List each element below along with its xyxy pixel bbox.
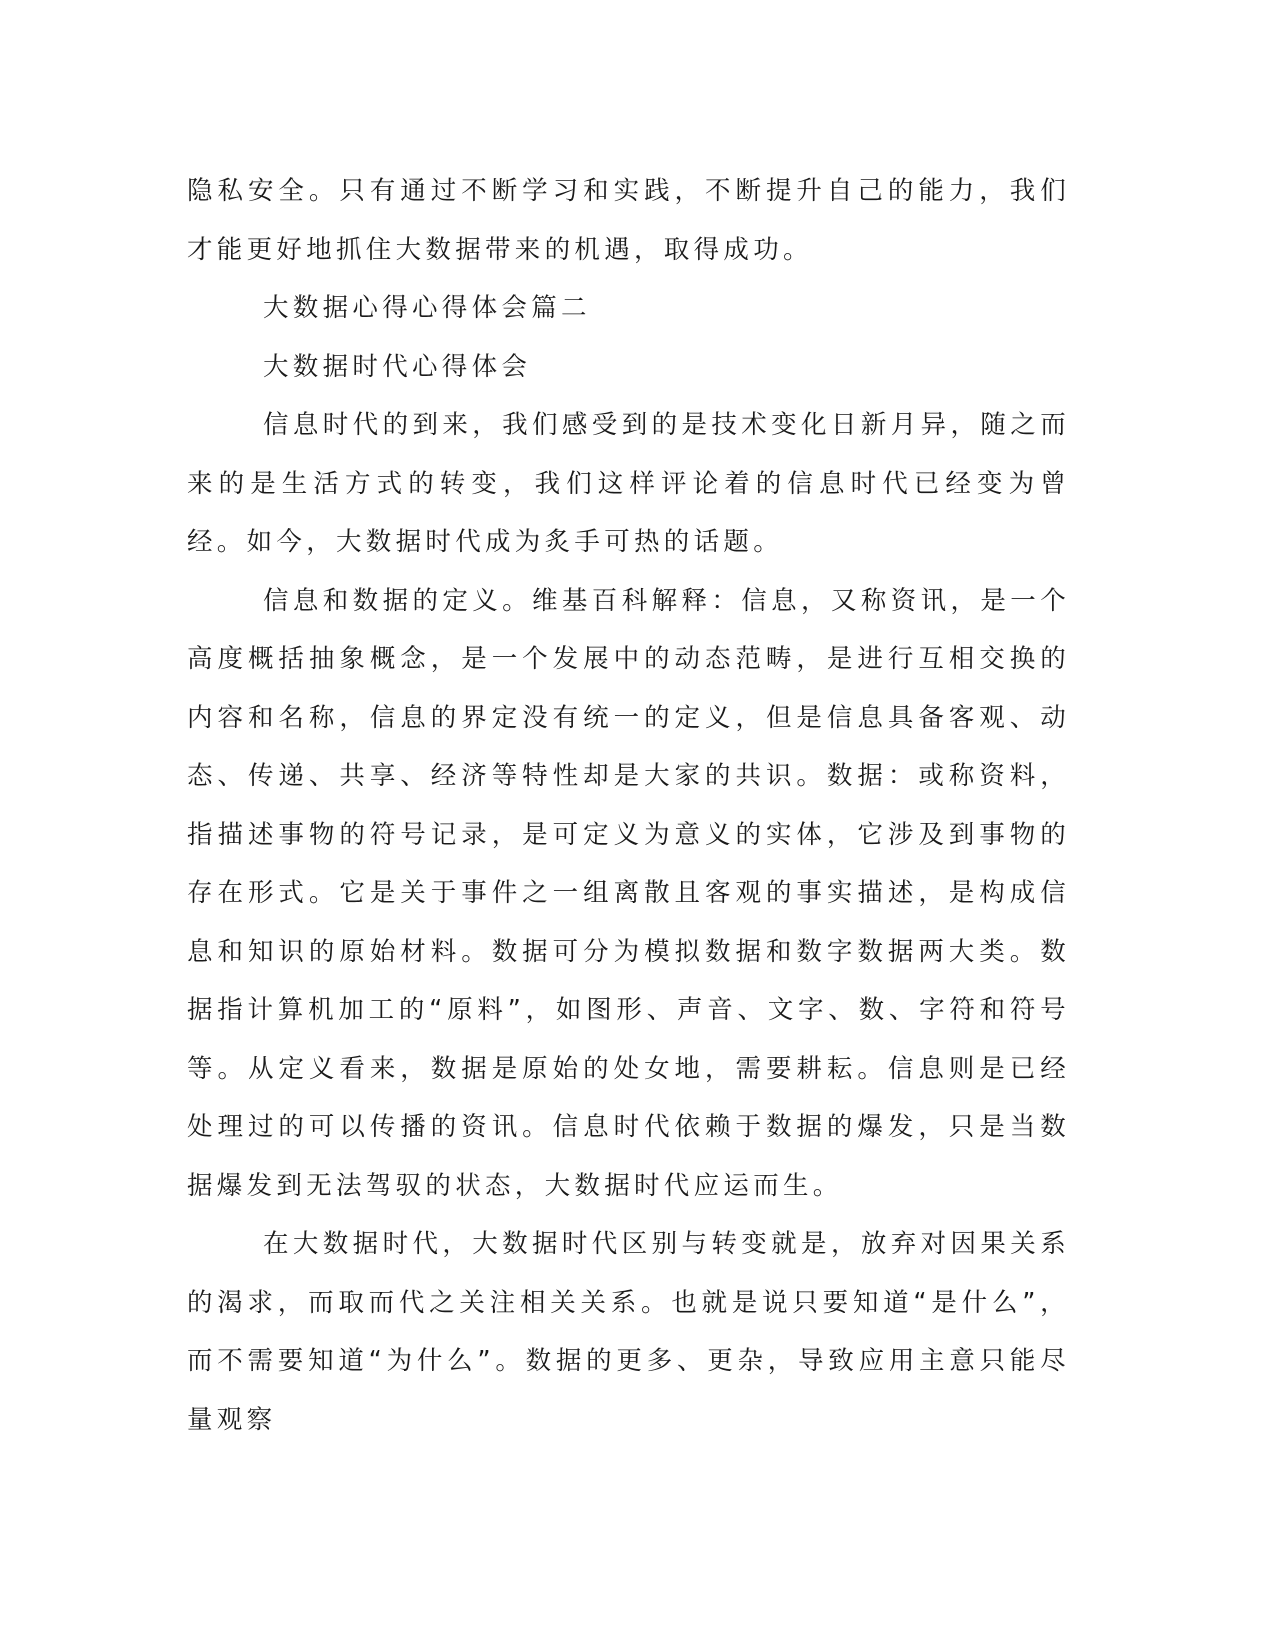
paragraph-definition: 信息和数据的定义。维基百科解释：信息，又称资讯，是一个高度概括抽象概念，是一个发展中的动态范畴，是进行互相交换的内容和名称，信息的界定没有统一的定义，但是信息具备客观、动态、传递、共享、经济等特性却是大家的共识。数据：或称资料，指描述事物的符号记录，是可定义为意义的实体，它涉及到事物的存在形式。它是关于事件之一组离散且客观的事实描述，是构成信息和知识的原始材料。数据可分为模拟数据和数字数据两大类。数据指计算机加工的“原料”，如图形、声音、文字、数、字符和符号等。从定义看来，数据是原始的处女地，需要耕耘。信息则是已经处理过的可以传播的资讯。信息时代依赖于数据的爆发，只是当数据爆发到无法驾驭的状态，大数据时代应运而生。 bbox=[187, 585, 1070, 1201]
document-body bbox=[187, 162, 1070, 1449]
paragraph-intro: 信息时代的到来，我们感受到的是技术变化日新月异，随之而来的是生活方式的转变，我们这样评论着的信息时代已经变为曾经。如今，大数据时代成为炙手可热的话题。 bbox=[187, 410, 1070, 557]
article-title: 大数据时代心得体会 bbox=[263, 351, 532, 382]
section-title: 大数据心得心得体会篇二 bbox=[263, 293, 591, 323]
paragraph-continued: 隐私安全。只有通过不断学习和实践，不断提升自己的能力，我们才能更好地抓住大数据带来的机遇，取得成功。 bbox=[187, 176, 1070, 265]
paragraph-causality: 在大数据时代，大数据时代区别与转变就是，放弃对因果关系的渴求，而取而代之关注相关关系。也就是说只要知道“是什么”，而不需要知道“为什么”。数据的更多、更杂，导致应用主意只能尽量观察 bbox=[187, 1229, 1070, 1435]
